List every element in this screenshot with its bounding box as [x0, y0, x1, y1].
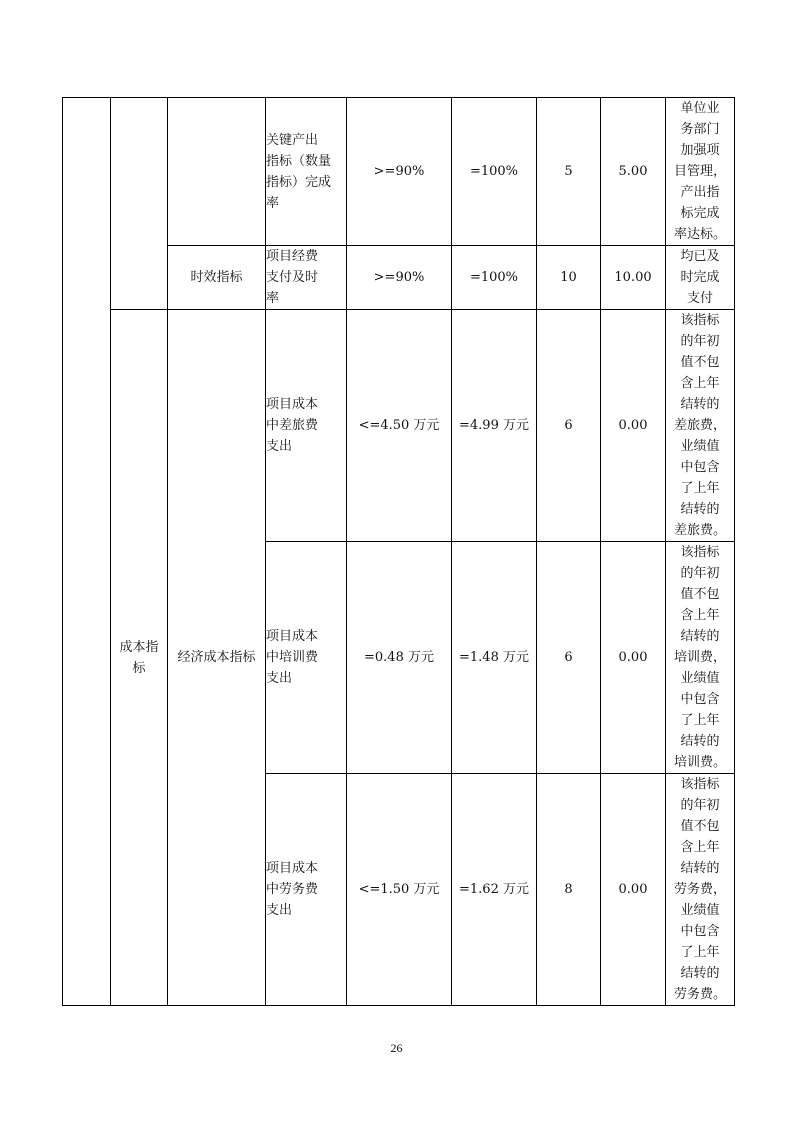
weight-cell: 8 [537, 774, 601, 1006]
actual-value-cell: =1.48 万元 [452, 542, 537, 774]
score-cell: 0.00 [601, 774, 666, 1006]
actual-value-cell: =100% [452, 246, 537, 310]
third-level-indicator-cell: 经济成本指标 [168, 310, 266, 1006]
actual-value-cell: =1.62 万元 [452, 774, 537, 1006]
target-value-cell: <=1.50 万元 [347, 774, 452, 1006]
deviation-note-cell: 该指标 的年初 值不包 含上年 结转的 差旅费， 业绩值 中包含 了上年 结转的 差旅费。 [666, 310, 735, 542]
table-row [63, 98, 735, 246]
weight-cell: 5 [537, 98, 601, 246]
deviation-note-cell: 该指标 的年初 值不包 含上年 结转的 培训费， 业绩值 中包含 了上年 结转的 培训费。 [666, 542, 735, 774]
score-cell: 5.00 [601, 98, 666, 246]
third-level-indicator-cell [168, 98, 266, 246]
actual-value-cell: =100% [452, 98, 537, 246]
indicator-name-cell: 项目成本 中劳务费 支出 [266, 774, 347, 1006]
target-value-cell: =0.48 万元 [347, 542, 452, 774]
page-number: 26 [390, 1041, 403, 1055]
target-value-cell: <=4.50 万元 [347, 310, 452, 542]
score-cell: 10.00 [601, 246, 666, 310]
actual-value-cell: =4.99 万元 [452, 310, 537, 542]
performance-indicator-table [62, 97, 735, 1006]
weight-cell: 6 [537, 310, 601, 542]
score-cell: 0.00 [601, 310, 666, 542]
table-row [63, 310, 735, 542]
target-value-cell: >=90% [347, 246, 452, 310]
indicator-name-cell: 项目成本 中培训费 支出 [266, 542, 347, 774]
indicator-name-cell: 关键产出 指标（数量 指标）完成 率 [266, 98, 347, 246]
score-cell: 0.00 [601, 542, 666, 774]
indicator-name-cell: 项目成本 中差旅费 支出 [266, 310, 347, 542]
deviation-note-cell: 均已及 时完成 支付 [666, 246, 735, 310]
deviation-note-cell: 单位业 务部门 加强项 目管理， 产出指 标完成 率达标。 [666, 98, 735, 246]
indicator-name-cell: 项目经费 支付及时 率 [266, 246, 347, 310]
third-level-indicator-cell: 时效指标 [168, 246, 266, 310]
first-level-indicator-cell [63, 98, 111, 1006]
second-level-indicator-cell: 成本指 标 [111, 310, 168, 1006]
second-level-indicator-cell [111, 98, 168, 310]
target-value-cell: >=90% [347, 98, 452, 246]
weight-cell: 6 [537, 542, 601, 774]
deviation-note-cell: 该指标 的年初 值不包 含上年 结转的 劳务费， 业绩值 中包含 了上年 结转的 劳务费。 [666, 774, 735, 1006]
weight-cell: 10 [537, 246, 601, 310]
